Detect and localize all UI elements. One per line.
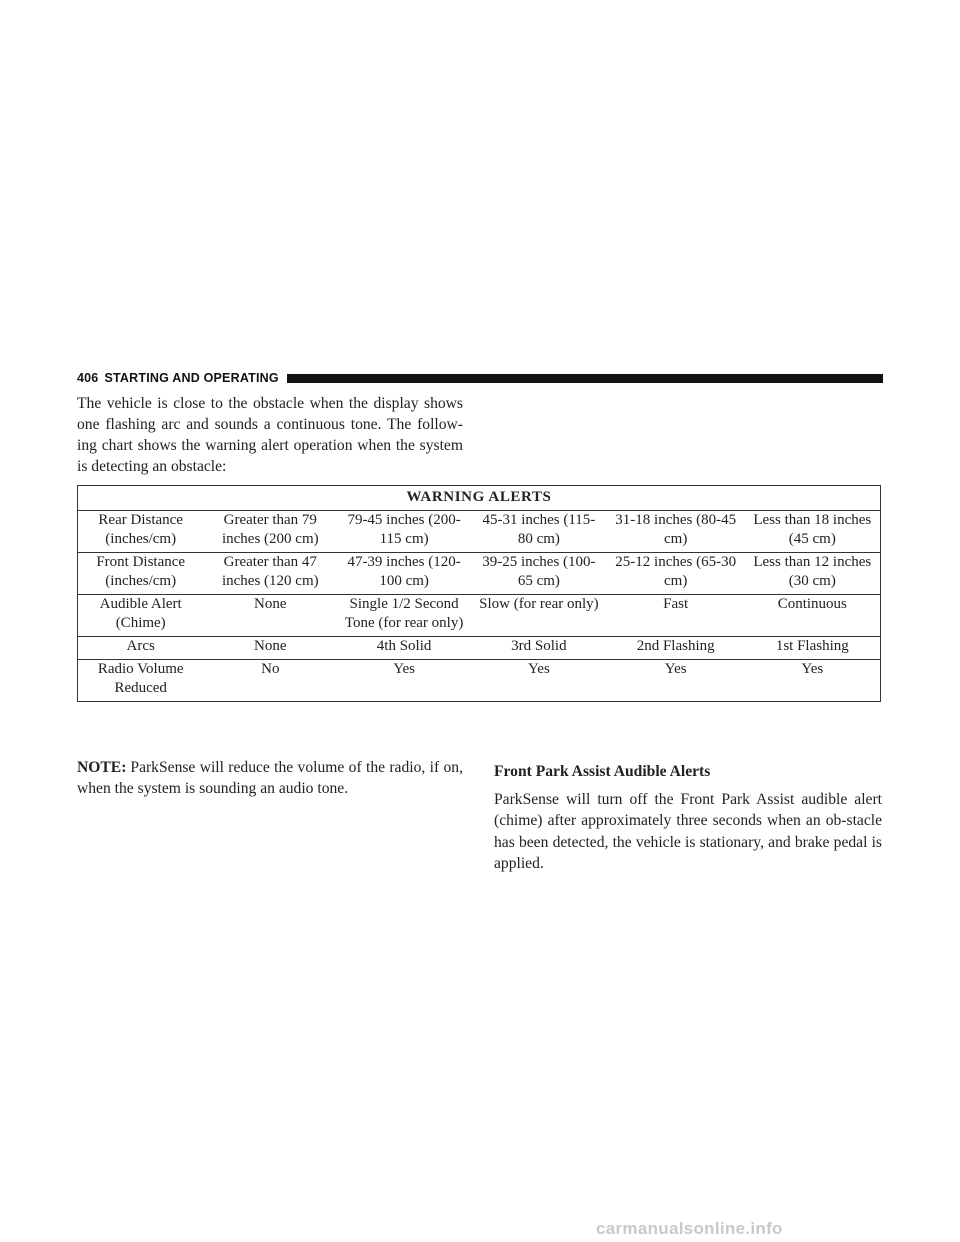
note-label: NOTE: bbox=[77, 759, 127, 776]
table-cell: Arcs bbox=[78, 637, 204, 660]
table-cell: 1st Flashing bbox=[745, 637, 881, 660]
table-cell: 45-31 inches (115-80 cm) bbox=[471, 511, 607, 553]
note-paragraph bbox=[77, 757, 463, 799]
page-header bbox=[77, 370, 883, 386]
table-cell: None bbox=[203, 595, 337, 637]
table-cell: Yes bbox=[607, 660, 745, 702]
intro-paragraph: The vehicle is close to the obstacle when the display shows one flashing arc and sounds a continuous tone. The follow-ing chart shows the warning alert operation when the system is detecting an obstacle: bbox=[77, 395, 463, 475]
table-cell: Audible Alert (Chime) bbox=[78, 595, 204, 637]
table-row bbox=[78, 595, 881, 637]
table-cell: 2nd Flashing bbox=[607, 637, 745, 660]
table-cell: Less than 12 inches (30 cm) bbox=[745, 553, 881, 595]
table-cell: 4th Solid bbox=[337, 637, 471, 660]
table-cell: Single 1/2 Second Tone (for rear only) bbox=[337, 595, 471, 637]
page-number: 406 bbox=[77, 371, 99, 385]
table-cell: 79-45 inches (200-115 cm) bbox=[337, 511, 471, 553]
table-cell: Yes bbox=[745, 660, 881, 702]
table-cell: Greater than 47 inches (120 cm) bbox=[203, 553, 337, 595]
table-cell: Slow (for rear only) bbox=[471, 595, 607, 637]
table-cell: 31-18 inches (80-45 cm) bbox=[607, 511, 745, 553]
table-cell: Yes bbox=[471, 660, 607, 702]
table-row bbox=[78, 637, 881, 660]
table-cell: Rear Distance (inches/cm) bbox=[78, 511, 204, 553]
table-cell: Less than 18 inches (45 cm) bbox=[745, 511, 881, 553]
section-title: STARTING AND OPERATING bbox=[104, 371, 279, 385]
table-row bbox=[78, 553, 881, 595]
table-cell: Yes bbox=[337, 660, 471, 702]
table-cell: 39-25 inches (100-65 cm) bbox=[471, 553, 607, 595]
table-title: WARNING ALERTS bbox=[78, 486, 881, 511]
table-cell: 3rd Solid bbox=[471, 637, 607, 660]
warning-alerts-table bbox=[77, 485, 881, 702]
table-cell: Radio Volume Reduced bbox=[78, 660, 204, 702]
table-row bbox=[78, 511, 881, 553]
table-row bbox=[78, 660, 881, 702]
table-cell: 47-39 inches (120-100 cm) bbox=[337, 553, 471, 595]
table-cell: Fast bbox=[607, 595, 745, 637]
table-cell: Greater than 79 inches (200 cm) bbox=[203, 511, 337, 553]
front-park-paragraph: ParkSense will turn off the Front Park Assist audible alert (chime) after approximately three seconds when an ob-stacle has been detected, the vehicle is stationary, and brake pedal is applied. bbox=[494, 791, 882, 872]
table-cell: Front Distance (inches/cm) bbox=[78, 553, 204, 595]
table-title-row bbox=[78, 486, 881, 511]
table-cell: None bbox=[203, 637, 337, 660]
watermark: carmanualsonline.info bbox=[596, 1219, 783, 1238]
front-park-heading: Front Park Assist Audible Alerts bbox=[494, 763, 711, 780]
table-cell: No bbox=[203, 660, 337, 702]
table-cell: Continuous bbox=[745, 595, 881, 637]
table-cell: 25-12 inches (65-30 cm) bbox=[607, 553, 745, 595]
note-text: ParkSense will reduce the volume of the radio, if on, when the system is sounding an audio tone. bbox=[77, 759, 463, 797]
header-rule bbox=[287, 374, 883, 383]
